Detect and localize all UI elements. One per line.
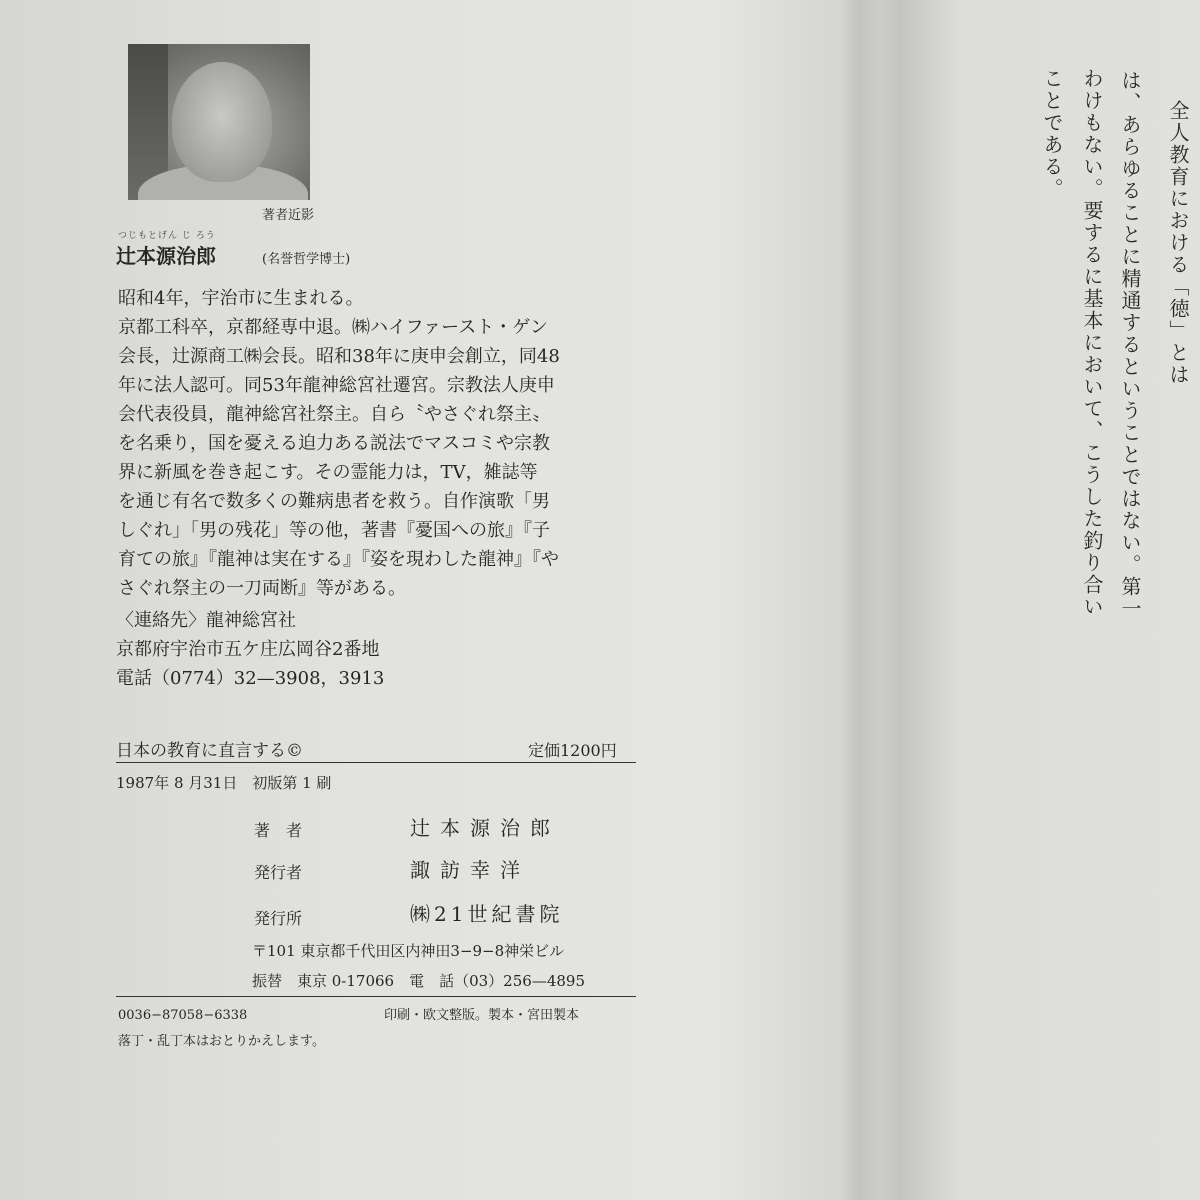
- bio-line: 会長，辻源商工㈱会長。昭和38年に庚申会創立，同48: [118, 346, 560, 367]
- photo-caption: 著者近影: [262, 208, 315, 223]
- colophon-rule: [116, 762, 636, 763]
- edition-line: 1987年 8 月31日 初版第 1 刷: [116, 774, 332, 792]
- colophon-house: ㈱21世紀書院: [410, 902, 564, 926]
- author-biography: [118, 284, 618, 603]
- page-gutter: [840, 0, 880, 1200]
- publisher-transfer: 振替 東京 0-17066 電 話（03）256—4895: [252, 972, 585, 990]
- contact-line: 京都府宇治市五ケ庄広岡谷2番地: [116, 639, 380, 660]
- book-price: 定価1200円: [528, 741, 617, 760]
- author-label: 著 者: [254, 821, 303, 840]
- colophon-publisher: 諏訪幸洋: [410, 858, 530, 882]
- replacement-notice: 落丁・乱丁本はおとりかえします。: [118, 1034, 325, 1049]
- bio-line: さぐれ祭主の一刀両断』等がある。: [118, 578, 406, 599]
- author-honorific: (名誉哲学博士): [262, 252, 351, 267]
- bio-line: 会代表役員，龍神総宮社祭主。自ら〝やさぐれ祭主〟: [118, 404, 550, 425]
- house-label: 発行所: [254, 909, 303, 928]
- vertical-text-column: 全人教育における「徳」とは: [1166, 100, 1190, 386]
- contact-line: 電話（0774）32—3908，3913: [116, 668, 385, 689]
- book-title: 日本の教育に直言する©: [116, 741, 303, 761]
- vertical-text-column: ことである。: [1040, 68, 1064, 200]
- publisher-address: 〒101 東京都千代田区内神田3−9−8神栄ビル: [252, 942, 565, 960]
- contact-line: 〈連絡先〉龍神総宮社: [116, 610, 296, 631]
- publisher-label: 発行者: [254, 863, 303, 882]
- bio-line: しぐれ」「男の残花」等の他，著書『憂国への旅』『子: [118, 520, 550, 541]
- bio-line: を名乗り，国を憂える迫力ある説法でマスコミや宗教: [118, 433, 550, 454]
- photo-face: [172, 62, 272, 182]
- colophon-author: 辻本源治郎: [410, 816, 560, 840]
- book-code: 0036−87058−6338: [118, 1008, 248, 1023]
- printing-info: 印刷・欧文整版。製本・宮田製本: [384, 1008, 580, 1023]
- vertical-text-column: わけもない。要するに基本において、こうした釣り合い: [1080, 68, 1104, 618]
- bio-line: を通じ有名で数多くの難病患者を救う。自作演歌「男: [118, 491, 550, 512]
- bio-line: 年に法人認可。同53年龍神総宮社遷宮。宗教法人庚申: [118, 375, 555, 396]
- author-photo: [128, 44, 310, 200]
- bio-line: 界に新風を巻き起こす。その霊能力は，TV，雑誌等: [118, 462, 538, 483]
- bio-line: 育ての旅』『龍神は実在する』『姿を現わした龍神』『や: [118, 549, 559, 570]
- colophon-rule-bottom: [116, 996, 636, 997]
- author-name-ruby: つじもとげん じ ろう: [118, 231, 216, 241]
- contact-info: [116, 606, 384, 693]
- bio-line: 昭和4年，宇治市に生まれる。: [118, 288, 364, 309]
- vertical-text-column: は、あらゆることに精通するということではない。第一: [1118, 70, 1142, 620]
- author-name: 辻本源治郎: [116, 244, 216, 268]
- bio-line: 京都工科卒，京都経専中退。㈱ハイファースト・ゲン: [118, 317, 548, 338]
